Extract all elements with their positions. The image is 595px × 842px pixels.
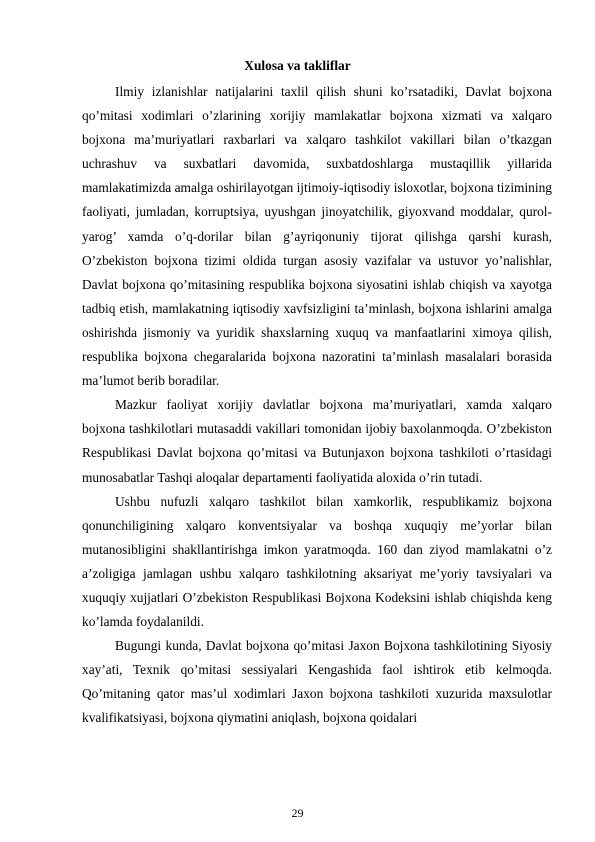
body-text	[82, 80, 552, 731]
section-title: Xulosa va takliflar	[244, 58, 351, 73]
page-number: 29	[291, 806, 304, 820]
paragraph: Bugungi kunda, Davlat bojxona qo’mitasi Jaxon Bojxona tashkilotining Siyosiy xay’ati, Texnik qo’mitasi sessiyalari Kengashida faol ishtirok etib kelmoqda. Qo’mitaning qator mas’ul xodimlari Jaxon bojxona tashkiloti xuzurida maxsulotlar kvalifikatsiyasi, bojxona qiymatini aniqlash, bojxona qoidalari	[82, 638, 552, 726]
paragraph: Ushbu nufuzli xalqaro tashkilot bilan xamkorlik, respublikamiz bojxona qonunchiligining xalqaro konventsiyalar va boshqa xuquqiy me’yorlar bilan mutanosibligini shakllantirishga imkon yaratmoqda. 160 dan ziyod mamlakatni o’z a’zoligiga jamlagan ushbu xalqaro tashkilotning aksariyat me’yoriy tavsiyalari va xuquqiy xujjatlari O’zbekiston Respublikasi Bojxona Kodeksini ishlab chiqishda keng ko’lamda foydalanildi.	[82, 493, 552, 630]
paragraph: Ilmiy izlanishlar natijalarini taxlil qilish shuni ko’rsatadiki, Davlat bojxona qo’mitasi xodimlari o’zlarining xorijiy mamlakatlar bojxona xizmati va xalqaro bojxona ma’muriyatlari raxbarlari va xalqaro tashkilot vakillari bilan o’tkazgan uchrashuv va suxbatlari davomida, suxbatdoshlarga mustaqillik yillarida mamlakatimizda amalga oshirilayotgan ijtimoiy-iqtisodiy isloxotlar, bojxona tizimining faoliyati, jumladan, korruptsiya, uyushgan jinoyatchilik, giyoxvand moddalar, qurol-yarog’ xamda o’q-dorilar bilan g’ayriqonuniy tijorat qilishga qarshi kurash, O’zbekiston bojxona tizimi oldida turgan asosiy vazifalar va ustuvor yo’nalishlar, Davlat bojxona qo’mitasining respublika bojxona siyosatini ishlab chiqish va xayotga tadbiq etish, mamlakatning iqtisodiy xavfsizligini ta’minlash, bojxona ishlarini amalga oshirishda jismoniy va yuridik shaxslarning xuquq va manfaatlarini ximoya qilish, respublika bojxona chegaralarida bojxona nazoratini ta’minlash masalalari borasida ma’lumot berib boradilar.	[82, 84, 552, 389]
paragraph: Mazkur faoliyat xorijiy davlatlar bojxona ma’muriyatlari, xamda xalqaro bojxona tashkilotlari mutasaddi vakillari tomonidan ijobiy baxolanmoqda. O’zbekiston Respublikasi Davlat bojxona qo’mitasi va Butunjaxon bojxona tashkiloti o’rtasidagi munosabatlar Tashqi aloqalar departamenti faoliyatida aloxida o’rin tutadi.	[82, 397, 552, 485]
